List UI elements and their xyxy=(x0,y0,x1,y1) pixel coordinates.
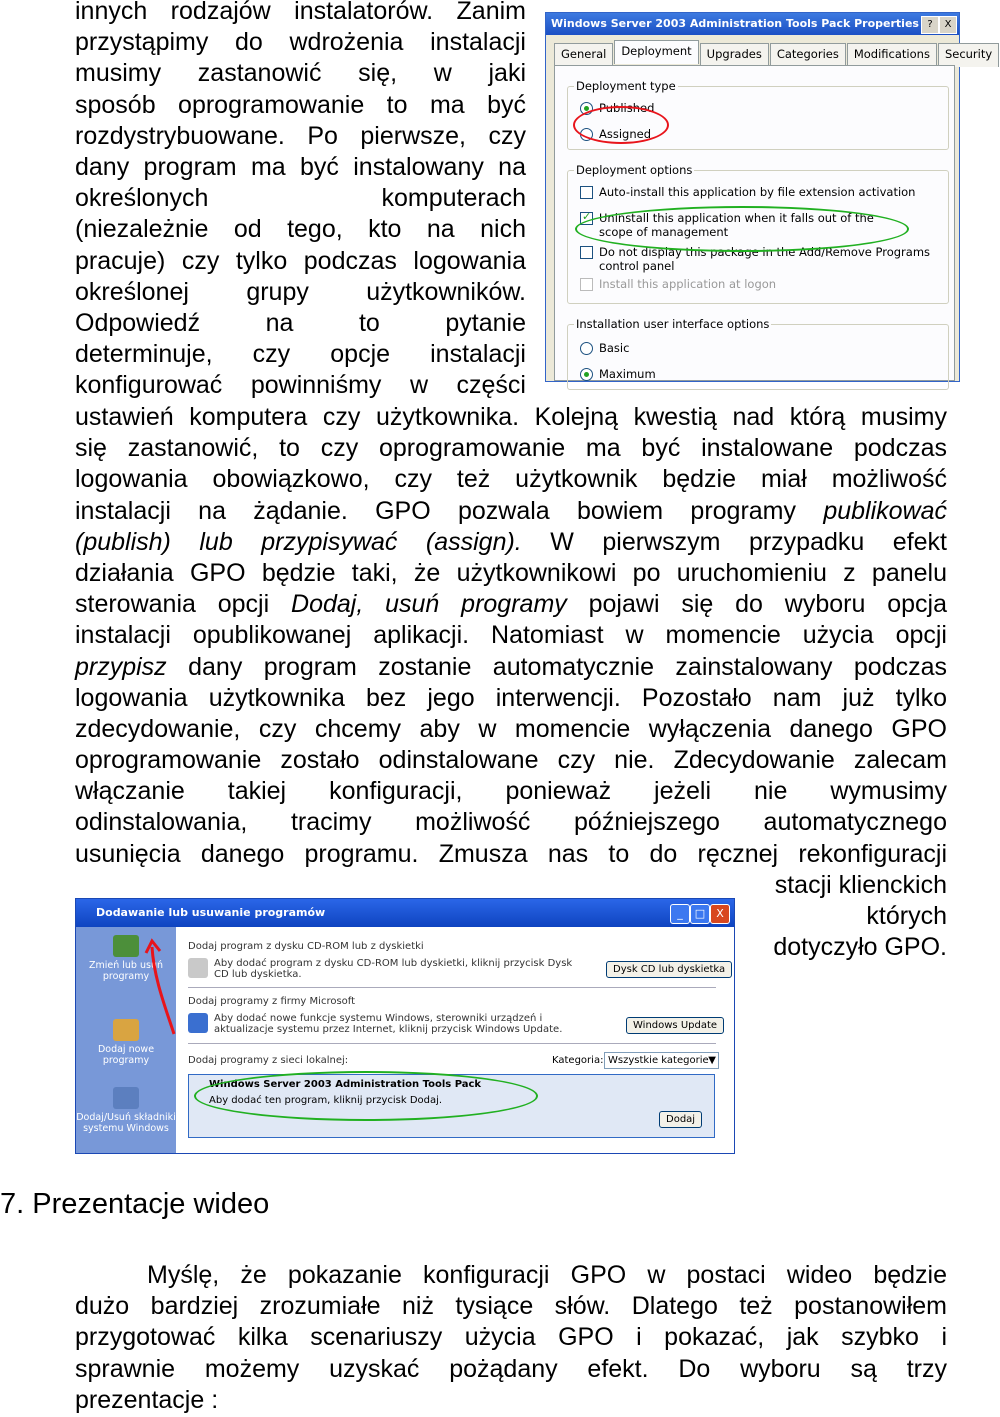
tab-security[interactable]: Security xyxy=(938,43,999,67)
text-line: określonych komputerach xyxy=(75,184,526,213)
divider xyxy=(188,1043,716,1044)
programs-icon xyxy=(113,935,139,957)
close-button[interactable]: X xyxy=(710,904,730,924)
radio-label: Maximum xyxy=(599,367,656,381)
section-heading: Dodaj programy z firmy Microsoft xyxy=(188,996,356,1007)
cd-floppy-button[interactable]: Dysk CD lub dyskietka xyxy=(606,961,732,978)
text-run: instalacji na żądanie. GPO pozwala bowiem programy xyxy=(75,496,824,525)
text-line xyxy=(75,527,947,558)
text-line: działania GPO będzie taki, że użytkownikowi po uruchomieniu z panelu xyxy=(75,558,947,587)
help-button[interactable]: ? xyxy=(921,16,939,34)
text-line: innych rodzajów instalatorów. Zanim xyxy=(75,0,526,25)
text-line: których xyxy=(866,902,947,931)
text-line: stacji klienckich xyxy=(774,871,947,899)
sidebar-label: Zmień lub usuń programy xyxy=(88,960,163,982)
text-line: logowania obowiązkowo, czy też użytkownik będzie miał możliwość xyxy=(75,465,947,494)
text-line: Myślę, że pokazanie konfiguracji GPO w postaci wideo będzie xyxy=(147,1261,947,1289)
checkbox-box xyxy=(580,186,593,199)
deployment-tab-panel xyxy=(554,65,955,381)
text-line: usunięcia danego programu. Zmusza nas to do ręcznej rekonfiguracji xyxy=(75,839,947,868)
checkbox-box xyxy=(580,246,593,259)
properties-dialog xyxy=(545,12,993,382)
program-name: Windows Server 2003 Administration Tools Pack xyxy=(209,1079,482,1090)
text-line: (niezależnie od tego, kto na nich xyxy=(75,215,526,244)
maximum-radio[interactable] xyxy=(580,367,656,381)
maximize-button[interactable]: □ xyxy=(690,904,710,924)
text-line: przygotować kilka scenariuszy użycia GPO i pokazać, jak szybko i xyxy=(75,1323,947,1352)
text-line: dużo bardziej zrozumiałe niż tysiące słów. Dlatego też postanowiłem xyxy=(75,1292,947,1321)
text-line: zdecydowanie, czy chcemy aby w momencie wyłączenia danego GPO xyxy=(75,714,947,743)
microsoft-section xyxy=(188,996,584,1035)
sidebar-label: Dodaj/Usuń składniki systemu Windows xyxy=(76,1112,176,1134)
red-arrow-annotation xyxy=(144,939,184,1039)
windows-update-button[interactable]: Windows Update xyxy=(626,1017,724,1034)
text-line: dotyczyło GPO. xyxy=(773,933,947,962)
italic-run: Dodaj, usuń programy xyxy=(291,590,567,619)
logon-checkbox[interactable] xyxy=(580,277,776,291)
checkbox-box xyxy=(580,278,593,291)
sidebar-label: Dodaj nowe programy xyxy=(97,1044,155,1066)
tab-modifications[interactable]: Modifications xyxy=(847,43,937,67)
green-highlight-ring xyxy=(194,1071,538,1121)
cd-section xyxy=(188,941,574,980)
text-line: pracuje) czy tylko podczas logowania xyxy=(75,246,526,275)
checkbox-label: Install this application at logon xyxy=(599,277,777,291)
cd-icon xyxy=(188,958,208,978)
sidebar-item-windows-components[interactable] xyxy=(76,1087,176,1134)
ui-options-group xyxy=(567,317,949,390)
checkbox-label: Auto-install this application by file extension activation xyxy=(599,185,916,199)
divider xyxy=(188,987,716,988)
add-button[interactable]: Dodaj xyxy=(659,1111,702,1128)
autoinstall-checkbox[interactable] xyxy=(580,185,920,199)
radio-label: Assigned xyxy=(599,127,652,141)
red-highlight-ring xyxy=(573,106,669,144)
radio-label: Basic xyxy=(599,341,630,355)
group-label: Deployment options xyxy=(576,163,693,177)
tab-upgrades[interactable]: Upgrades xyxy=(700,43,769,67)
dialog-title: Windows Server 2003 Administration Tools Pack Properties xyxy=(546,13,959,35)
italic-run: przypisz xyxy=(75,652,167,681)
text-line: prezentacje : xyxy=(75,1385,219,1414)
intro-paragraph xyxy=(75,0,526,401)
text-line: sprawnie możemy uzyskać pożądany efekt. Do wyboru są trzy xyxy=(75,1354,947,1383)
text-line: się zastanowić, to czy oprogramowanie ma być instalowane podczas xyxy=(75,434,947,463)
windows-components-icon xyxy=(113,1087,139,1109)
text-line: włączanie takiej konfiguracji, ponieważ jeżeli nie wymusimy xyxy=(75,777,947,806)
checkbox-label: Uninstall this application when it falls out of the scope of management xyxy=(599,211,874,239)
text-line: musimy zastanowić się, w jaki xyxy=(75,59,526,88)
text-line xyxy=(75,496,947,527)
continuation-text xyxy=(740,870,947,964)
text-run: dany program zostanie automatycznie zainstalowany podczas xyxy=(166,652,947,681)
network-section-heading: Dodaj programy z sieci lokalnej: xyxy=(188,1055,349,1066)
program-description: Aby dodać ten program, kliknij przycisk Dodaj. xyxy=(209,1095,443,1106)
category-select[interactable] xyxy=(604,1052,719,1069)
category-label: Kategoria: xyxy=(552,1055,604,1066)
main-paragraph xyxy=(75,402,947,870)
italic-run: (publish) lub przypisywać (assign). xyxy=(75,527,522,556)
text-line: instalacji opublikowanej aplikacji. Natomiast w momencie użycia opcji xyxy=(75,621,947,650)
tab-deployment[interactable]: Deployment xyxy=(614,40,698,64)
window-title: Dodawanie lub usuwanie programów xyxy=(76,899,734,927)
chevron-down-icon: ▼ xyxy=(708,1055,716,1066)
text-run: W pierwszym przypadku efekt xyxy=(521,527,947,556)
text-run: pojawi się do wyboru opcja xyxy=(566,590,947,619)
section-heading: Dodaj program z dysku CD-ROM lub z dyskietki xyxy=(188,941,424,952)
text-line: rozdystrybuowane. Po pierwsze, czy xyxy=(75,121,526,150)
text-line: odinstalowania, tracimy możliwość późniejszego automatycznego xyxy=(75,808,947,837)
text-line: sposób oprogramowanie to ma być xyxy=(75,90,526,119)
radio-label: Published xyxy=(599,101,655,115)
category-value: Wszystkie kategorie xyxy=(608,1055,709,1066)
checkbox-label: Do not display this package in the Add/Remove Programs control panel xyxy=(599,245,931,273)
text-line xyxy=(75,652,947,683)
radio-dot xyxy=(580,368,593,381)
video-paragraph xyxy=(75,1260,947,1416)
windows-update-icon xyxy=(188,1013,208,1033)
section-body xyxy=(188,958,574,980)
add-programs-icon xyxy=(113,1019,139,1041)
text-line: konfigurować powinniśmy w części xyxy=(75,371,526,400)
text-line: określonej grupy użytkowników. xyxy=(75,277,526,306)
group-label: Installation user interface options xyxy=(576,317,770,331)
minimize-button[interactable]: _ xyxy=(670,904,690,924)
text-line xyxy=(75,589,947,620)
text-line: oprogramowanie zostało odinstalowane czy nie. Zdecydowanie zalecam xyxy=(75,746,947,775)
section-body xyxy=(188,1013,584,1035)
radio-dot xyxy=(580,342,593,355)
basic-radio[interactable] xyxy=(580,341,629,355)
group-label: Deployment type xyxy=(576,79,676,93)
tab-strip xyxy=(554,43,1000,67)
section-description: Aby dodać nowe funkcje systemu Windows, sterowniki urządzeń i aktualizacje systemu przez Internet, kliknij przycisk Windows Update. xyxy=(214,1013,563,1035)
text-run: sterowania opcji xyxy=(75,590,292,619)
add-remove-programs-window xyxy=(75,898,735,1154)
text-line: dany program ma być instalowany na xyxy=(75,152,526,181)
close-button[interactable]: X xyxy=(939,16,957,34)
green-highlight-ring xyxy=(575,206,909,252)
text-line: logowania użytkownika bez jego interwencji. Pozostało nam już tylko xyxy=(75,683,947,712)
text-line: przystąpimy do wdrożenia instalacji xyxy=(75,28,526,57)
text-line: ustawień komputera czy użytkownika. Kolejną kwestią nad którą musimy xyxy=(75,403,947,431)
tab-general[interactable]: General xyxy=(554,43,613,67)
text-line: determinuje, czy opcje instalacji xyxy=(75,340,526,369)
section-description: Aby dodać program z dysku CD-ROM lub dyskietki, kliknij przycisk Dysk CD lub dyskietka. xyxy=(214,958,573,980)
italic-run: publikować xyxy=(823,496,947,525)
section-heading: 7. Prezentacje wideo xyxy=(0,1188,270,1220)
text-line: Odpowiedź na to pytanie xyxy=(75,308,526,337)
tab-categories[interactable]: Categories xyxy=(770,43,846,67)
